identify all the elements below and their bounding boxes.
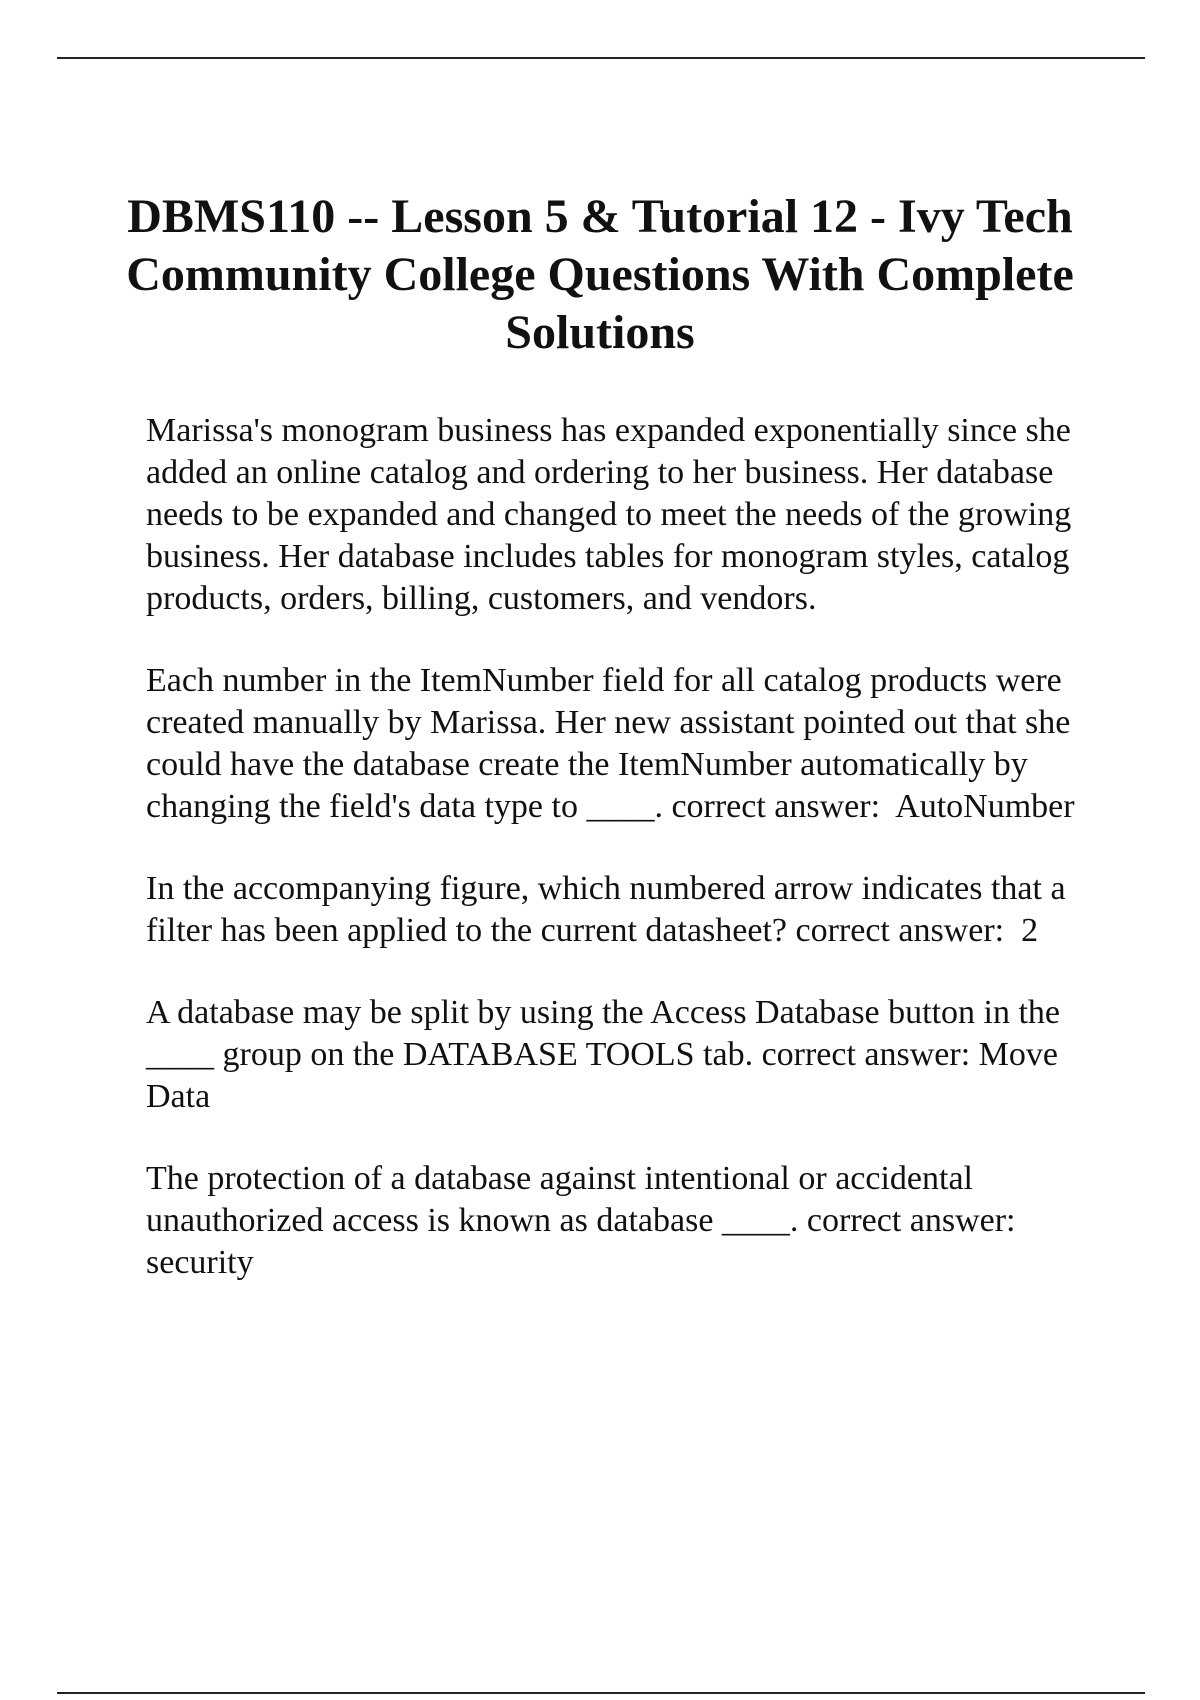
intro-paragraph: Marissa's monogram business has expanded exponentially since she added an online catalog and ordering to her business. Her database needs to be expanded and changed to meet the needs of the growing business. Her database includes tables for monogram styles, catalog products, orders, billing, customers, and vendors. bbox=[146, 412, 1080, 617]
top-rule bbox=[57, 57, 1145, 59]
question-item: Each number in the ItemNumber field for all catalog products were created manually by Marissa. Her new assistant pointed out that she could have the database create the ItemNumber automatically by changing the field's data type to ____. correct answer: AutoNumber bbox=[146, 662, 1079, 825]
question-item: The protection of a database against intentional or accidental unauthorized access is known as database ____. correct answer: security bbox=[146, 1160, 1025, 1281]
bottom-rule bbox=[57, 1692, 1145, 1694]
question-item: A database may be split by using the Access Database button in the ____ group on the DATABASE TOOLS tab. correct answer: Move Data bbox=[146, 994, 1069, 1115]
question-item: In the accompanying figure, which numbered arrow indicates that a filter has been applied to the current datasheet? correct answer: 2 bbox=[146, 870, 1075, 949]
document-body bbox=[146, 410, 1096, 1324]
page-title: DBMS110 -- Lesson 5 & Tutorial 12 - Ivy Tech Community College Questions With Complete Solutions bbox=[126, 190, 1074, 359]
